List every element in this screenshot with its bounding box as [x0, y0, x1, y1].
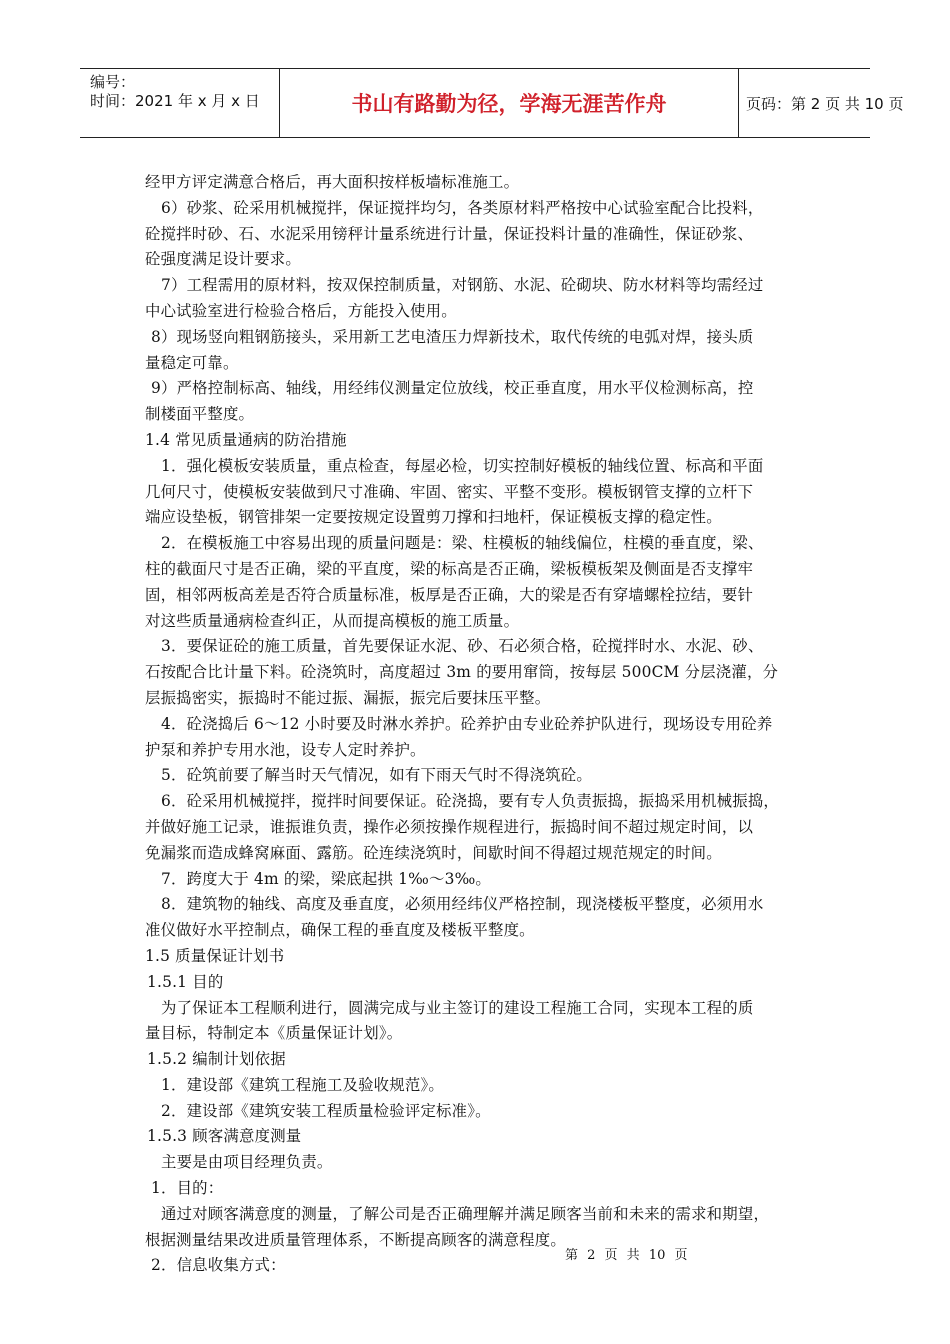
header-page-info: 页码：第 2 页 共 10 页: [746, 94, 904, 113]
text-line: 1.5 质量保证计划书: [145, 946, 285, 965]
text-line: 层振捣密实，振捣时不能过振、漏振，振完后要抹压平整。: [145, 688, 551, 707]
text-line: 8）现场竖向粗钢筋接头，采用新工艺电渣压力焊新技术，取代传统的电弧对焊，接头质: [151, 327, 754, 346]
text-line: 6）砂浆、砼采用机械搅拌，保证搅拌均匀，各类原材料严格按中心试验室配合比投料，: [161, 198, 764, 217]
text-line: 量目标，特制定本《质量保证计划》。: [145, 1024, 403, 1043]
text-line: 中心试验室进行检验合格后，方能投入使用。: [145, 301, 457, 320]
text-line: 1．目的：: [151, 1179, 224, 1198]
text-line: 免漏浆而造成蜂窝麻面、露筋。砼连续浇筑时，间歇时间不得超过规范规定的时间。: [145, 843, 722, 862]
text-line: 8．建筑物的轴线、高度及垂直度，必须用经纬仪严格控制，现浇楼板平整度，必须用水: [161, 895, 764, 914]
text-line: 砼强度满足设计要求。: [145, 250, 301, 269]
text-line: 1.4 常见质量通病的防治措施: [145, 430, 347, 449]
text-line: 2．在模板施工中容易出现的质量问题是：梁、柱模板的轴线偏位，柱模的垂直度，梁、: [161, 534, 764, 553]
text-line: 1.5.2 编制计划依据: [147, 1050, 286, 1069]
text-line: 几何尺寸，使模板安装做到尺寸准确、牢固、密实、平整不变形。模板钢管支撑的立杆下: [145, 482, 754, 501]
text-line: 1．建设部《建筑工程施工及验收规范》。: [161, 1075, 444, 1094]
text-line: 2．建设部《建筑安装工程质量检验评定标准》。: [161, 1101, 491, 1120]
page-footer: 第 2 页 共 10 页: [565, 1248, 688, 1263]
document-date: 时间：2021 年 x 月 x 日: [90, 92, 260, 110]
text-line: 9）严格控制标高、轴线，用经纬仪测量定位放线，校正垂直度，用水平仪检测标高，控: [151, 379, 754, 398]
text-line: 为了保证本工程顺利进行，圆满完成与业主签订的建设工程施工合同，实现本工程的质: [161, 998, 754, 1017]
text-line: 6．砼采用机械搅拌，搅拌时间要保证。砼浇捣，要有专人负责振捣，振捣采用机械振捣，: [161, 792, 780, 811]
text-line: 3．要保证砼的施工质量，首先要保证水泥、砂、石必须合格，砼搅拌时水、水泥、砂、: [161, 637, 764, 656]
page-header: [80, 68, 904, 138]
text-line: 经甲方评定满意合格后，再大面积按样板墙标准施工。: [145, 173, 520, 191]
text-line: 1.5.1 目的: [147, 972, 224, 991]
document-body: [145, 170, 810, 1279]
document-number-label: 编号：: [90, 73, 136, 91]
text-line: 5．砼筑前要了解当时天气情况，如有下雨天气时不得浇筑砼。: [161, 766, 592, 785]
text-line: 7）工程需用的原材料，按双保控制质量，对钢筋、水泥、砼砌块、防水材料等均需经过: [161, 276, 764, 295]
text-line: 固，相邻两板高差是否符合质量标准，板厚是否正确，大的梁是否有穿墙螺栓拉结，要针: [145, 585, 754, 604]
text-line: 并做好施工记录，谁振谁负责，操作必须按操作规程进行，振捣时间不超过规定时间，以: [145, 817, 754, 836]
text-line: 柱的截面尺寸是否正确，梁的平直度，梁的标高是否正确，梁板模板架及侧面是否支撑牢: [145, 559, 754, 578]
text-line: 端应设垫板，钢管排架一定要按规定设置剪刀撑和扫地杆，保证模板支撑的稳定性。: [145, 508, 722, 527]
text-line: 1．强化模板安装质量，重点检查，每屋必检，切实控制好模板的轴线位置、标高和平面: [161, 456, 764, 475]
text-line: 量稳定可靠。: [145, 353, 239, 372]
text-line: 2．信息收集方式：: [151, 1256, 286, 1275]
text-line: 7．跨度大于 4m 的梁，梁底起拱 1‰～3‰。: [161, 869, 492, 888]
text-line: 4．砼浇捣后 6～12 小时要及时淋水养护。砼养护由专业砼养护队进行，现场设专用砼养: [161, 714, 773, 733]
text-line: 根据测量结果改进质量管理体系，不断提高顾客的满意程度。: [145, 1230, 566, 1249]
text-line: 准仪做好水平控制点，确保工程的垂直度及楼板平整度。: [145, 921, 535, 940]
text-line: 主要是由项目经理负责。: [161, 1153, 333, 1172]
text-line: 对这些质量通病检查纠正，从而提高模板的施工质量。: [145, 611, 520, 630]
text-line: 制楼面平整度。: [145, 405, 255, 424]
header-meta: [80, 69, 280, 137]
text-line: 砼搅拌时砂、石、水泥采用镑秤计量系统进行计量，保证投料计量的准确性，保证砂浆、: [145, 224, 754, 243]
text-line: 1.5.3 顾客满意度测量: [147, 1127, 302, 1146]
text-line: 护泵和养护专用水池，设专人定时养护。: [145, 740, 426, 759]
text-line: 石按配合比计量下料。砼浇筑时，高度超过 3m 的要用窜筒，按每层 500CM 分层浇灌，分: [145, 663, 779, 682]
text-line: 通过对顾客满意度的测量，了解公司是否正确理解并满足顾客当前和未来的需求和期望，: [161, 1204, 770, 1223]
header-motto: 书山有路勤为径，学海无涯苦作舟: [280, 69, 739, 137]
